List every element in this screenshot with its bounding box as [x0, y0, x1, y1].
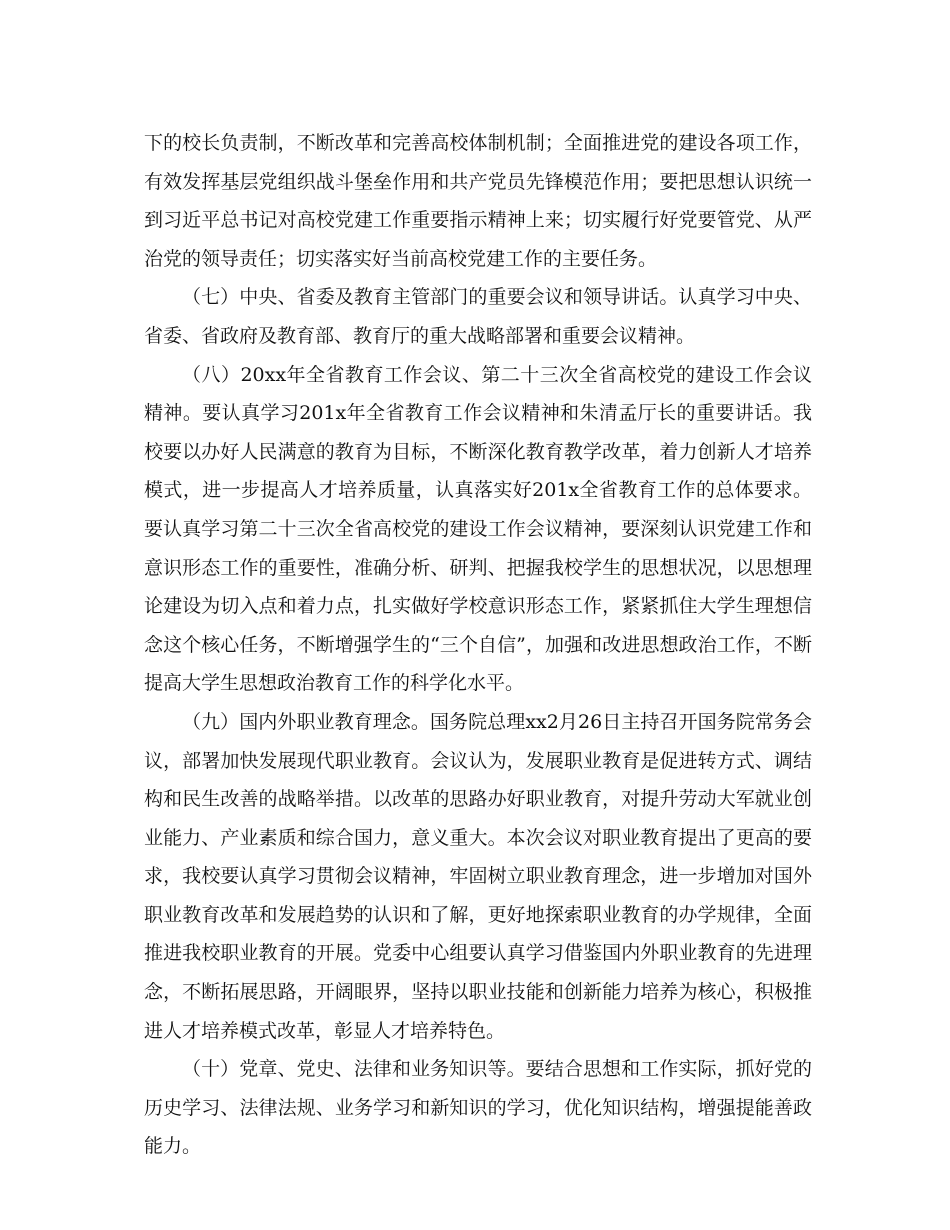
paragraph-item-10: （十）党章、党史、法律和业务知识等。要结合思想和工作实际，抓好党的历史学习、法律法规、业务学习和新知识的学习，优化知识结构，增强提能善政能力。: [144, 1058, 812, 1158]
paragraph-item-9: （九）国内外职业教育理念。国务院总理xx2月26日主持召开国务院常务会议，部署加快发展现代职业教育。会议认为，发展职业教育是促进转方式、调结构和民生改善的战略举措。以改革的思路办好职业教育，对提升劳动大军就业创业能力、产业素质和综合国力，意义重大。本次会议对职业教育提出了更高的要求，我校要认真学习贯彻会议精神，牢固树立职业教育理念，进一步增加对国外职业教育改革和发展趋势的认识和了解，更好地探索职业教育的办学规律，全面推进我校职业教育的开展。党委中心组要认真学习借鉴国内外职业教育的先进理念，不断拓展思路，开阔眼界，坚持以职业技能和创新能力培养为核心，积极推进人才培养模式改革，彰显人才培养特色。: [144, 710, 812, 1042]
document-body: [144, 124, 812, 1166]
paragraph-item-8: （八）20xx年全省教育工作会议、第二十三次全省高校党的建设工作会议精神。要认真学习201x年全省教育工作会议精神和朱清孟厅长的重要讲话。我校要以办好人民满意的教育为目标，不断深化教育教学改革，着力创新人才培养模式，进一步提高人才培养质量，认真落实好201x全省教育工作的总体要求。要认真学习第二十三次全省高校党的建设工作会议精神，要深刻认识党建工作和意识形态工作的重要性，准确分析、研判、把握我校学生的思想状况，以思想理论建设为切入点和着力点，扎实做好学校意识形态工作，紧紧抓住大学生理想信念这个核心任务，不断增强学生的“三个自信”，加强和改进思想政治工作，不断提高大学生思想政治教育工作的科学化水平。: [144, 363, 812, 695]
paragraph-continuation: 下的校长负责制，不断改革和完善高校体制机制；全面推进党的建设各项工作，有效发挥基层党组织战斗堡垒作用和共产党员先锋模范作用；要把思想认识统一到习近平总书记对高校党建工作重要指示精神上来；切实履行好党要管党、从严治党的领导责任；切实落实好当前高校党建工作的主要任务。: [144, 132, 812, 270]
paragraph-item-7: （七）中央、省委及教育主管部门的重要会议和领导讲话。认真学习中央、省委、省政府及教育部、教育厅的重大战略部署和重要会议精神。: [144, 286, 812, 347]
